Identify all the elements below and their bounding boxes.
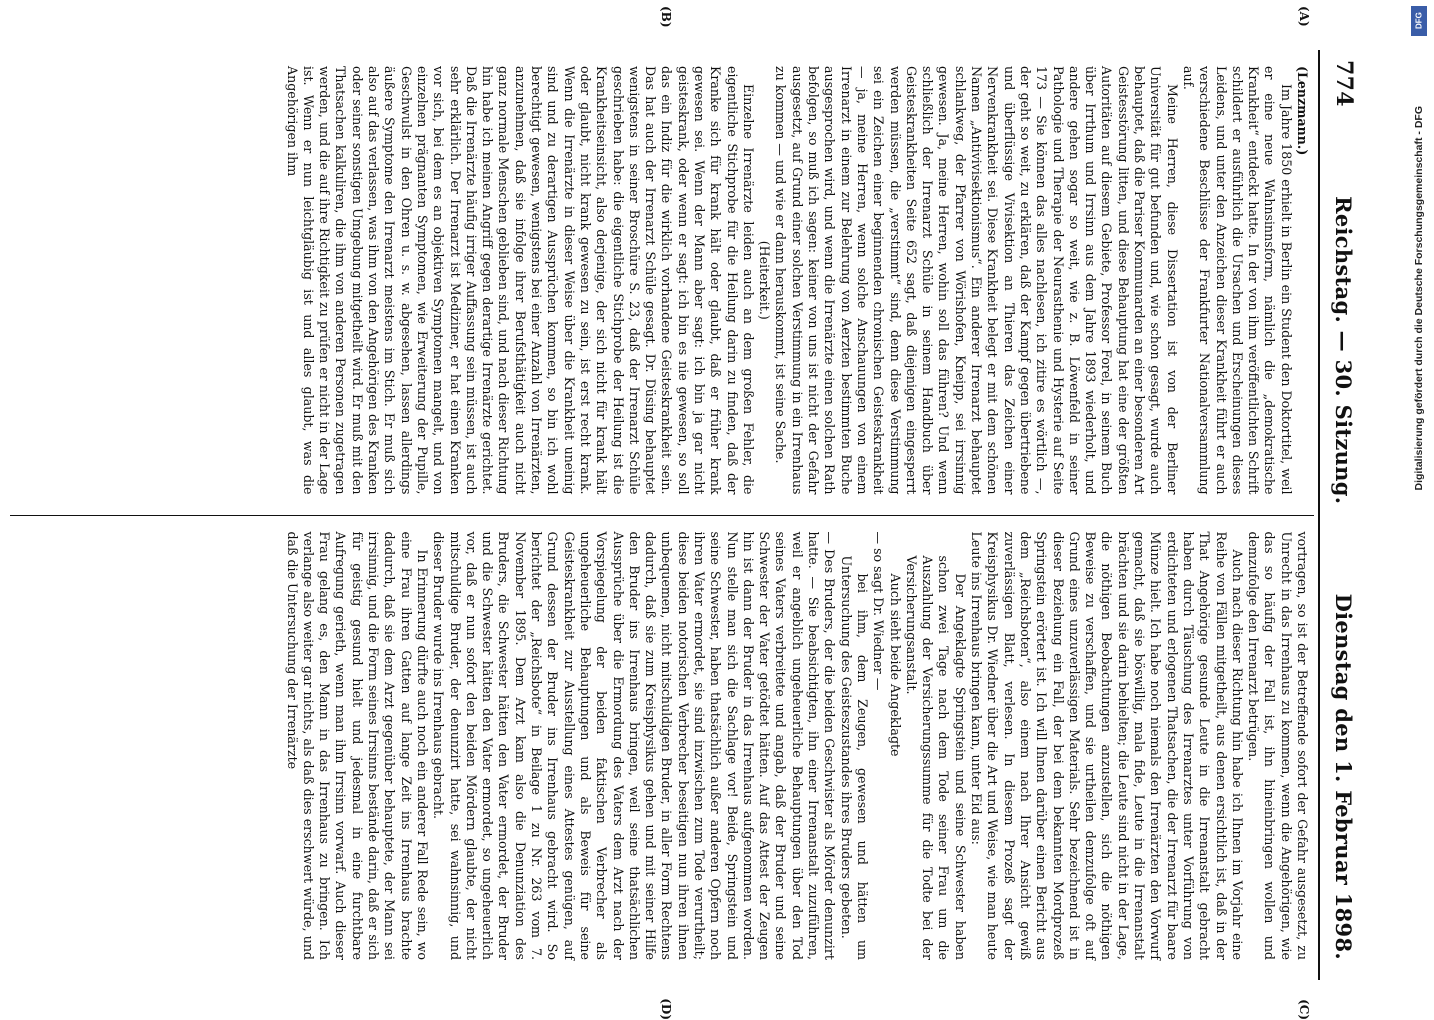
paragraph: In Erinnerung dürfte auch noch ein anderer Fall Rede sein, wo eine Frau ihren Gatten auf lange Zeit ins Irrenhaus brachte dadurch, daß sie dem Arzt gegenüber behauptete, der Mann sei irrsinnig, und die Form seines Irrsinns bestände darin, daß er sich für geistig gesund hielt und jedesmal in eine furchtbare Aufregung gerieth, wenn man ihm Irrsinn vorwarf. Auch dieser Frau gelang es, den Mann in das Irrenhaus zu bringen. Ich verlange also weiter gar nichts, als daß dies erschwert würde, und daß die Untersuchung der Irrenärzte	[284, 531, 430, 960]
margin-marker-b: (B)	[659, 6, 673, 28]
paragraph: vortragen, so ist der Betreffende sofort der Gefahr ausgesetzt, zu Unrecht in das Irrenhaus zu kommen, wenn die Angehörigen, wie das so häufig der Fall ist, ihn hineinbringen wollen und demzufolge den Irrenarzt betrügen.	[1246, 531, 1310, 960]
margin-marker-c: (C)	[1297, 999, 1311, 1020]
margin-marker-a: (A)	[1297, 6, 1311, 27]
speaker-name: (Lenzmann.)	[1295, 66, 1310, 156]
paragraph: Einzelne Irrenärzte leiden auch an dem großen Fehler, die eigentliche Stichprobe für die Heilung darin zu finden, daß der Kranke sich für krank hält oder glaubt, daß er früher krank gewesen sei. Wenn der Mann aber sagt: ich bin ja gar nicht geisteskrank, oder wenn er sagt: ich bin es nie gewesen, so soll das ein Indiz für die wirklich vorhandene Geisteskrankheit sein. Das hat auch der Irrenarzt Schüle gesagt. Dr. Düsing behauptet wenigstens in seiner Broschüre S. 23, daß der Irrenarzt Schüle geschrieben habe: die eigentliche Stichprobe der Heilung ist die Krankheitseinsicht, also derjenige, der sich nicht für krank hält oder glaubt, nicht krank gewesen zu sein, ist erst recht krank. Wenn die Irrenärzte in dieser Weise über die Krankheit uneinig sind und zu derartigen Aussprüchen kommen, so bin ich wohl berechtigt gewesen, wenigstens bei einer Anzahl von Irrenärzten, anzunehmen, daß sie infolge ihrer Berufsthätigkeit auch nicht ganz normale Menschen geblieben sind, und nach dieser Richtung hin habe ich meinen Angriff gegen derartige Irrenärzte gerichtet. Daß die Irrenärzte häufig irriger Auffassung sein müssen, ist auch sehr erklärlich. Der Irrenarzt ist Mediziner, er hat einen Kranken vor sich, bei dem es an objektiven Symptomen mangelt, und von einzelnen prägnanten Symptomen, wie Erweiterung der Pupille, Geschwulst in den Ohren u. s. w. abgesehen, lassen allerdings äußere Symptome den Irrenarzt meistens im Stich. Er muß sich also auf das verlassen, was ihm von den Angehörigen des Kranken oder seiner sonstigen Umgebung mitgetheilt wird. Er muß mit den Thatsachen kalkuliren, die ihm von anderen Personen zugetragen werden, und die auf ihre Richtigkeit zu prüfen er nicht in der Lage ist. Wenn er nun leichtgläubig ist und alles glaubt, was die Angehörigen ihm	[284, 66, 756, 495]
paragraph: — Des Bruders, der die beiden Geschwister als Mörder denunzirt hatte. — Sie beabsichtigten, ihn einer Irrenanstalt zuzuführen, weil er angeblich ungeheuerliche Behauptungen über den Tod seines Vaters verbreitete und angab, daß der Bruder und seine Schwester der Vater getödtet hätten. Auf das Attest der Zeugen hin ist dann der Bruder in das Irrenhaus aufgenommen worden. Nun stelle man sich die Sachlage vor! Beide, Springstein und seine Schwester, haben thatsächlich außer anderen Opfern noch ihren Vater ermordet, sie sind inzwischen zum Tode verurtheilt; diese beiden notorischen Verbrecher beseitigen nun ihren ihnen unbequemen, nicht mitschuldigen Bruder, in aller Form Rechtens dadurch, daß sie zum Kreisphysikus gehen und mit seiner Hilfe den Bruder ins Irrenhaus bringen, weil seine thatsächlichen Aussprüche über die Ermordung des Vaters dem Arzt nach der Vorspiegelung der beiden faktischen Verbrecher als ungeheuerliche Behauptungen und als Beweis für seine Geisteskrankheit zur Ausstellung eines Attestes genügen, auf Grund dessen der Bruder ins Irrenhaus gebracht wird. So berichtet der „Reichsbote“ in Beilage 1 zu Nr. 263 vom 7. November 1895. Dem Arzt kam also die Denunziation des Bruders, die Schwester hätten den Vater ermordet, der Bruder und die Schwester hätten den Vater ermordet, so ungeheuerlich vor, daß er nun sofort den beiden Mördern glaubte, der nicht mitschuldige Bruder, der denunzirt hatte, sei wahnsinnig, und dieser Bruder wurde ins Irrenhaus gebracht.	[431, 531, 838, 960]
session-title: Reichstag. — 30. Sitzung.	[1331, 196, 1357, 505]
aside: — so sagt Dr. Wiedner —	[871, 531, 887, 691]
paragraph: Auch nach dieser Richtung hin habe ich Ihnen im Vorjahr eine Reihe von Fällen mitgetheilt, aus denen ersichtlich ist, daß in der That Angehörige gesunde Leute in die Irrenanstalt gebracht haben durch Täuschung des Irrenarztes unter Vorführung von erdichteten und erlogenen Thatsachen, die der Irrenarzt für baare Münze hielt. Ich habe noch niemals den Irrenärzten den Vorwurf gemacht, daß sie böswillig, mala fide, Leute in die Irrenanstalt brächten und sie darin behielten; die Leute sind nicht in der Lage, die nöthigen Beobachtungen anzustellen, sich die nöthigen Beweise zu verschaffen, und sie urtheilen demzufolge oft auf Grund eines unzuverlässigen Materials. Sehr bezeichnend ist in dieser Beziehung ein Fall, der bei dem bekannten Mordprozeß Springstein erörtert ist. Ich will Ihnen darüber einen Bericht aus dem „Reichsboten“, also einem nach Ihrer Ansicht gewiß zuverlässigen Blatt, verlesen. In diesem Prozeß sagt der Kreisphysikus Dr. Wiedner über die Art und Weise, wie man heute Leute ins Irrenhaus bringen kann, unter Eid aus:	[969, 531, 1245, 960]
page-number: 774	[1331, 60, 1357, 107]
page-body	[10, 6, 1314, 1020]
paragraph: Meine Herren, diese Dissertation ist von der Berliner Universität für gut befunden und, wie schon gesagt, wurde auch behauptet, daß die Pariser Kommunarden an einer besonderen Art Geistesstörung litten, und diese Behauptung hat eine der größten Autoritäten auf diesem Gebiete, Professor Forel, in seinem Buch über Irrthum und Irrsinn aus dem Jahre 1893 wiederholt, und andere gehen sogar so weit, wie z. B. Löwenfeld in seiner Pathologie und Therapie der Neurasthenie und Hysterie auf Seite 173 — Sie können das alles nachlesen, ich zitire es wörtlich —, der geht so weit, zu erklären, daß der Kampf gegen übertriebene und überflüssige Vivisektion an Thieren das Zeichen einer Nervenkrankheit sei. Diese Krankheit belegt er mit dem schönen Namen „Antivivisektionismus“. Ein anderer Irrenarzt behauptet schlankweg, der Pfarrer von Wörishofen, Kneipp, sei irrsinnig gewesen. Ja, meine Herren, wohin soll das führen? Und wenn schließlich der Irrenarzt Schüle in seinem Handbuch über Geisteskrankheiten Seite 652 sagt, daß diejenigen eingesperrt werden müssen, die „verstimmt“ sind, denn diese Verstimmung sei ein Zeichen einer beginnenden chronischen Geisteskrankheit — ja, meine Herren, wenn solche Anschauungen von einem Irrenarzt in einem zur Belehrung von Aerzten bestimmten Buche ausgesprochen wird, und wenn die Irrenärzte einen solchen Rath befolgen, so muß ich sagen: keiner von uns ist nicht der Gefahr ausgesetzt, auf Grund einer solchen Verstimmung in ein Irrenhaus zu kommen — und wie er dann herauskommt, ist seine Sache.	[773, 66, 1180, 495]
watermark-text: Digitalisierung gefördert durch die Deutsche Forschungsgemeinschaft - DFG	[1413, 106, 1425, 491]
left-column	[10, 6, 1314, 515]
interjection: (Heiterkeit.)	[757, 240, 773, 320]
paragraph: Im Jahre 1850 erhielt in Berlin ein Student den Doktortitel, weil er eine neue Wahnsinnsform, nämlich die „demokratische Krankheit“ entdeckt hatte. In der von ihm veröffentlichten Schrift schildert er ausführlich die Ursachen und Erscheinungen dieses Leidens, und unter den Anzeichen dieser Krankheit führt er auch verschiedene Beschlüsse der Frankfurter Nationalversammlung auf.	[1180, 66, 1294, 495]
right-column	[10, 515, 1314, 1020]
page-header	[1324, 60, 1364, 960]
dfg-logo: DFG	[1411, 6, 1427, 36]
quotation: Auch sieht beide Angeklagte	[887, 573, 903, 757]
quotation: Der Angeklagte Springstein und seine Schwester haben schon zwei Tage nach dem Tode seiner Frau um die Auszahlung der Versicherungssumme für die Todte bei der Versicherungsanstalt.	[903, 555, 968, 960]
header-rule	[1318, 50, 1320, 980]
session-date: Dienstag den 1. Februar 1898.	[1331, 593, 1357, 960]
margin-marker-d: (D)	[659, 998, 673, 1020]
digitization-watermark	[1410, 6, 1428, 986]
quotation: bei ihm, dem Zeugen, gewesen und hätten um Untersuchung des Geisteszustandes ihres Bruders gebeten.	[838, 555, 870, 960]
